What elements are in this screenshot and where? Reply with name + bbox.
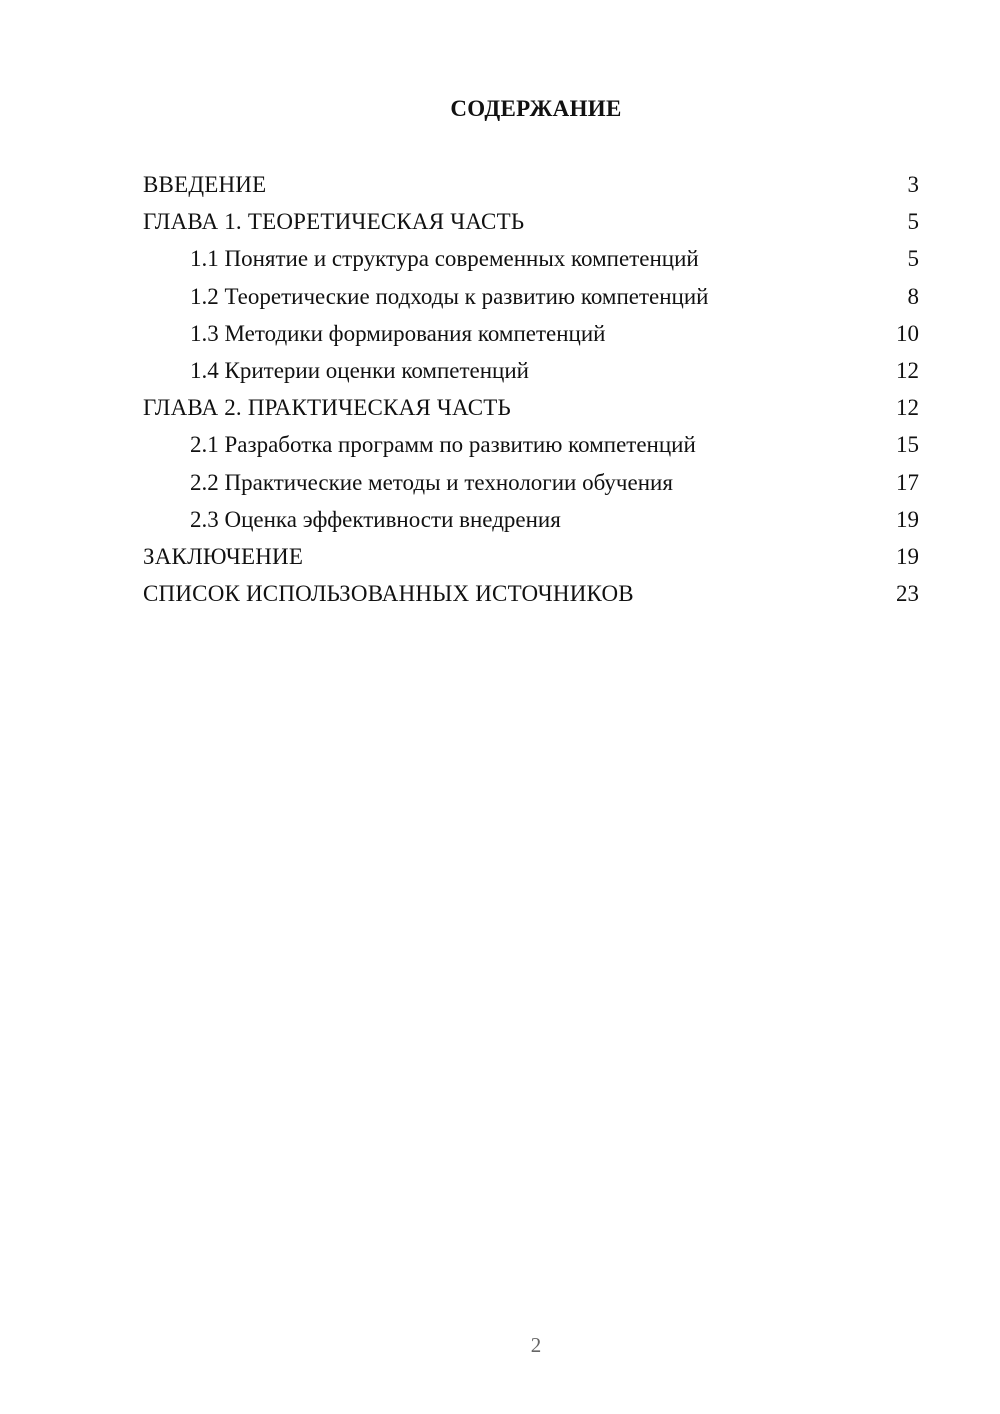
toc-entry-page: 8	[907, 283, 919, 309]
toc-entry-page: 10	[896, 320, 919, 346]
toc-entry	[143, 538, 919, 575]
toc-subentry	[143, 278, 919, 315]
toc-entry-label: 2.2 Практические методы и технологии обучения	[190, 469, 673, 495]
toc-entry-page: 5	[907, 209, 919, 235]
toc-subentry	[143, 464, 919, 501]
toc-entry-page: 17	[896, 469, 919, 495]
toc-entry-page: 19	[896, 543, 919, 569]
toc-entry-page: 15	[896, 432, 919, 458]
toc-entry-label: 2.1 Разработка программ по развитию компетенций	[190, 432, 696, 458]
toc-entry-page: 23	[896, 581, 919, 607]
toc-entry-label: ГЛАВА 2. ПРАКТИЧЕСКАЯ ЧАСТЬ	[143, 395, 511, 421]
toc-entry	[143, 389, 919, 426]
toc-entry-label: 1.2 Теоретические подходы к развитию компетенций	[190, 283, 709, 309]
toc-subentry	[143, 240, 919, 277]
toc-entry-label: ВВЕДЕНИЕ	[143, 172, 267, 197]
toc-subentry	[143, 315, 919, 352]
toc-subentry	[143, 426, 919, 463]
toc-entry-label: ГЛАВА 1. ТЕОРЕТИЧЕСКАЯ ЧАСТЬ	[143, 209, 525, 235]
toc-entry-label: СПИСОК ИСПОЛЬЗОВАННЫХ ИСТОЧНИКОВ	[143, 581, 634, 607]
toc-entry-page: 3	[907, 172, 919, 197]
toc-entry	[143, 166, 919, 203]
page-number: 2	[530, 1333, 542, 1357]
toc-entry	[143, 203, 919, 240]
toc-subentry	[143, 501, 919, 538]
toc-entry-label: 1.1 Понятие и структура современных компетенций	[190, 246, 699, 272]
toc-entry-label: ЗАКЛЮЧЕНИЕ	[143, 543, 304, 569]
table-of-contents	[143, 166, 919, 612]
toc-entry	[143, 575, 919, 612]
toc-entry-label: 1.4 Критерии оценки компетенций	[190, 357, 529, 383]
toc-entry-page: 19	[896, 506, 919, 532]
toc-entry-page: 12	[896, 395, 919, 421]
toc-entry-label: 1.3 Методики формирования компетенций	[190, 320, 606, 346]
toc-entry-label: 2.3 Оценка эффективности внедрения	[190, 506, 561, 532]
toc-subentry	[143, 352, 919, 389]
toc-entry-page: 5	[907, 246, 919, 272]
toc-entry-page: 12	[896, 357, 919, 383]
page-title: СОДЕРЖАНИЕ	[450, 96, 622, 121]
